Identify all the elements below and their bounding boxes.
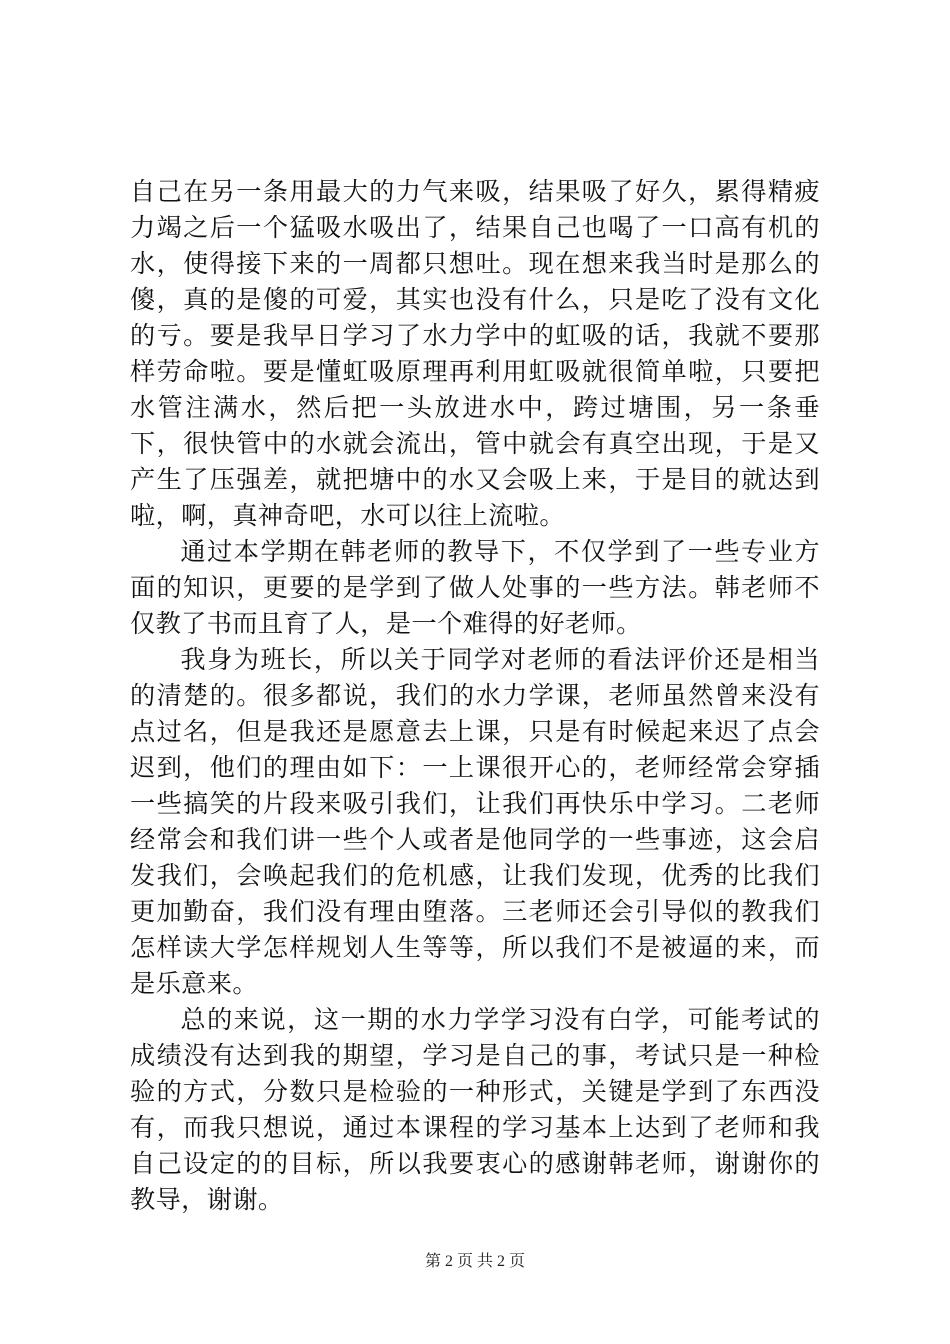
paragraph-teacher-guidance: 通过本学期在韩老师的教导下，不仅学到了一些专业方面的知识，更要的是学到了做人处事的一些方法。韩老师不仅教了书而且育了人，是一个难得的好老师。 xyxy=(130,537,820,638)
paragraph-class-monitor: 我身为班长，所以关于同学对老师的看法评价还是相当的清楚的。很多都说，我们的水力学课，老师虽然曾来没有点过名，但是我还是愿意去上课，只是有时候起来迟了点会迟到，他们的理由如下：一上课很开心的，老师经常会穿插一些搞笑的片段来吸引我们，让我们再快乐中学习。二老师经常会和我们讲一些个人或者是他同学的一些事迹，这会启发我们，会唤起我们的危机感，让我们发现，优秀的比我们更加勤奋，我们没有理由堕落。三老师还会引导似的教我们怎样读大学怎样规划人生等等，所以我们不是被逼的来，而是乐意来。 xyxy=(130,645,820,998)
page-number-footer: 第 2 页 共 2 页 xyxy=(424,1253,525,1270)
paragraph-continuation: 自己在另一条用最大的力气来吸，结果吸了好久，累得精疲力竭之后一个猛吸水吸出了，结果自己也喝了一口高有机的水，使得接下来的一周都只想吐。现在想来我当时是那么的傻，真的是傻的可爱，其实也没有什么，只是吃了没有文化的亏。要是我早日学习了水力学中的虹吸的话，我就不要那样劳命啦。要是懂虹吸原理再利用虹吸就很简单啦，只要把水管注满水，然后把一头放进水中，跨过塘围，另一条垂下，很快管中的水就会流出，管中就会有真空出现，于是又产生了压强差，就把塘中的水又会吸上来，于是目的就达到啦，啊，真神奇吧，水可以往上流啦。 xyxy=(130,177,820,530)
paragraph-summary: 总的来说，这一期的水力学学习没有白学，可能考试的成绩没有达到我的期望，学习是自己的事，考试只是一种检验的方式，分数只是检验的一种形式，关键是学到了东西没有，而我只想说，通过本课程的学习基本上达到了老师和我自己设定的的目标，所以我要衷心的感谢韩老师，谢谢你的教导，谢谢。 xyxy=(130,1005,820,1214)
document-body xyxy=(130,174,820,1218)
